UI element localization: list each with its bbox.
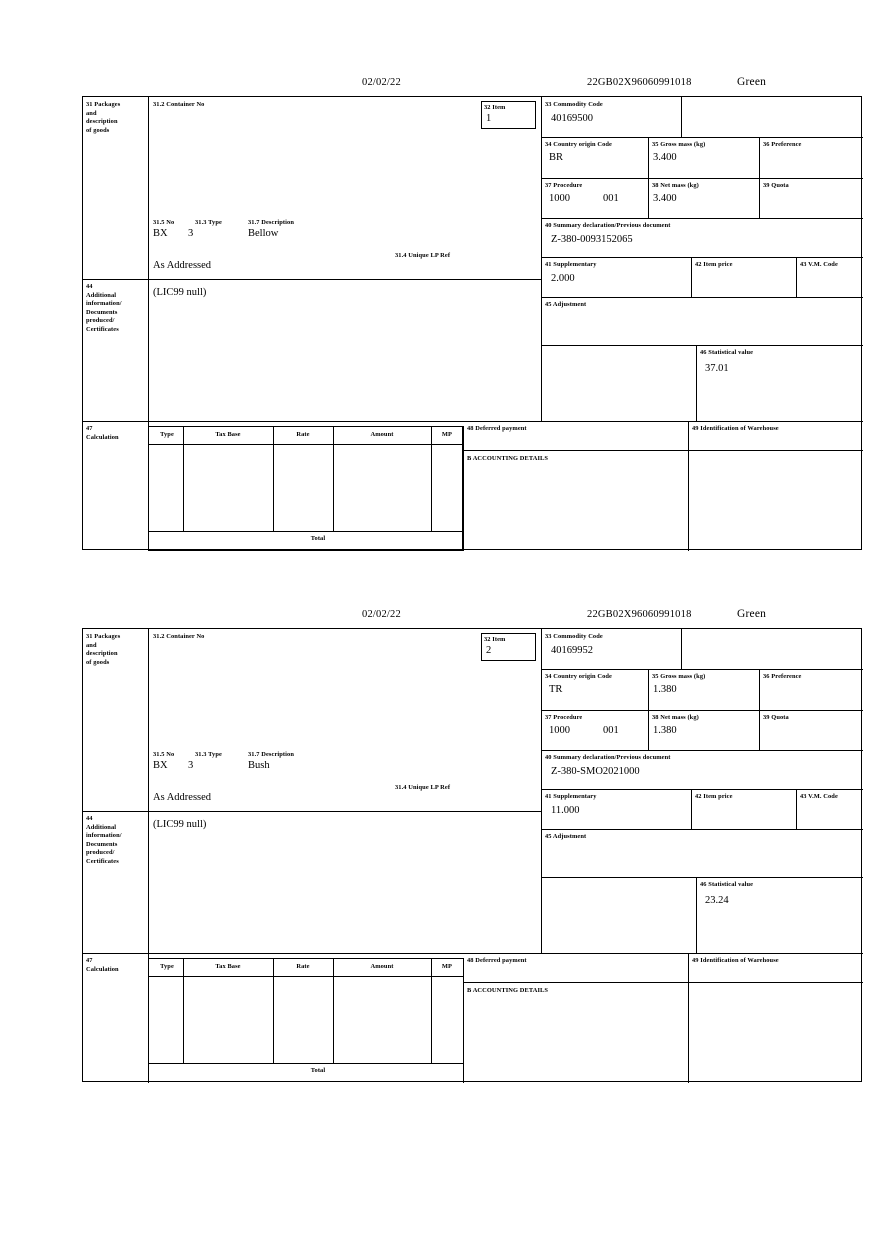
field-38-label-2: 38 Net mass (kg) <box>652 714 699 721</box>
mrn-number-2: 22GB02X96060991018 <box>587 609 692 620</box>
marks-number-value: As Addressed <box>153 260 212 271</box>
item-number-value: 1 <box>486 112 492 124</box>
field-38-label: 38 Net mass (kg) <box>652 182 699 189</box>
field-33-label-2: 33 Commodity Code <box>545 633 603 640</box>
field-44-label: 44 Additional information/ Documents produced/ Certificates <box>86 283 122 333</box>
field-35-label-2: 35 Gross mass (kg) <box>652 673 706 680</box>
lane-status-2: Green <box>737 608 767 620</box>
field-37-label: 37 Procedure <box>545 182 583 189</box>
col-amount-header: Amount <box>370 431 394 438</box>
field-39-label: 39 Quota <box>763 182 789 189</box>
field-31-2-label: 31.2 Container No <box>153 101 205 108</box>
field-47-label-2: 47 Calculation <box>86 957 119 973</box>
col-mp-header-2: MP <box>441 963 453 970</box>
col-type-header-2: Type <box>160 963 174 970</box>
supplementary-value-2: 11.000 <box>551 805 580 816</box>
col-amount-header-2: Amount <box>370 963 394 970</box>
total-label: Total <box>310 535 326 542</box>
country-origin-value-2: TR <box>549 684 563 695</box>
field-31-label: 31 Packages and description of goods <box>86 101 121 134</box>
field-48-label: 48 Deferred payment <box>467 425 527 432</box>
field-46-label-2: 46 Statistical value <box>700 881 754 888</box>
additional-info-value-2: (LIC99 null) <box>153 819 207 830</box>
field-32-item-box-2 <box>481 633 536 661</box>
procedure-value-2: 001 <box>603 193 619 204</box>
field-40-label-2: 40 Summary declaration/Previous document <box>545 754 671 761</box>
field-39-label-2: 39 Quota <box>763 714 789 721</box>
procedure-value-1: 1000 <box>549 193 570 204</box>
field-34-label: 34 Country origin Code <box>545 141 612 148</box>
col-rate-header: Rate <box>296 431 310 438</box>
field-41-label-2: 41 Supplementary <box>545 793 597 800</box>
procedure-value-2-2: 001 <box>603 725 619 736</box>
col-type-header: Type <box>160 431 174 438</box>
field-44-label-2: 44 Additional information/ Documents produced/ Certificates <box>86 815 122 865</box>
field-49-label: 49 Identification of Warehouse <box>692 425 779 432</box>
field-43-label: 43 V.M. Code <box>800 261 838 268</box>
field-31-5-label: 31.5 No <box>153 219 175 226</box>
summary-declaration-value: Z-380-0093152065 <box>551 234 633 245</box>
section-b-label: B ACCOUNTING DETAILS <box>467 455 549 462</box>
field-45-label: 45 Adjustment <box>545 301 587 308</box>
field-33-label: 33 Commodity Code <box>545 101 603 108</box>
packages-no-value-2: BX <box>153 760 168 771</box>
field-45-label-2: 45 Adjustment <box>545 833 587 840</box>
field-32-label-2: 32 Item <box>484 636 506 643</box>
field-31-4-label-2: 31.4 Unique LP Ref <box>395 784 451 791</box>
field-42-label: 42 Item price <box>695 261 733 268</box>
item-number-value-2: 2 <box>486 644 492 656</box>
statistical-value-value: 37.01 <box>705 363 729 374</box>
section-b-label-2: B ACCOUNTING DETAILS <box>467 987 549 994</box>
form-header <box>82 78 862 94</box>
statistical-value-value-2: 23.24 <box>705 895 729 906</box>
declaration-form-item-1 <box>82 78 862 550</box>
field-31-3-label-2: 31.3 Type <box>195 751 222 758</box>
field-36-label-2: 36 Preference <box>763 673 802 680</box>
lane-status: Green <box>737 76 767 88</box>
col-tax-base-header: Tax Base <box>215 431 241 438</box>
col-mp-header: MP <box>441 431 453 438</box>
field-49-label-2: 49 Identification of Warehouse <box>692 957 779 964</box>
field-31-4-label: 31.4 Unique LP Ref <box>395 252 451 259</box>
field-31-label-2: 31 Packages and description of goods <box>86 633 121 666</box>
packages-type-value-2: 3 <box>188 760 194 771</box>
procedure-value-1-2: 1000 <box>549 725 570 736</box>
mrn-number: 22GB02X96060991018 <box>587 77 692 88</box>
form-grid-2 <box>82 628 862 1082</box>
field-31-5-label-2: 31.5 No <box>153 751 175 758</box>
field-31-7-label: 31.7 Description <box>248 219 294 226</box>
supplementary-value: 2.000 <box>551 273 575 284</box>
commodity-code-value: 40169500 <box>551 113 593 124</box>
field-31-7-label-2: 31.7 Description <box>248 751 294 758</box>
field-31-3-label: 31.3 Type <box>195 219 222 226</box>
field-34-label-2: 34 Country origin Code <box>545 673 612 680</box>
packages-type-value: 3 <box>188 228 194 239</box>
field-32-item-box <box>481 101 536 129</box>
declaration-date: 02/02/22 <box>362 77 401 88</box>
col-rate-header-2: Rate <box>296 963 310 970</box>
field-35-label: 35 Gross mass (kg) <box>652 141 706 148</box>
packages-description-value-2: Bush <box>248 760 270 771</box>
summary-declaration-value-2: Z-380-SMO2021000 <box>551 766 640 777</box>
packages-description-value: Bellow <box>248 228 279 239</box>
total-label-2: Total <box>310 1067 326 1074</box>
field-32-label: 32 Item <box>484 104 506 111</box>
field-31-2-label-2: 31.2 Container No <box>153 633 205 640</box>
net-mass-value: 3.400 <box>653 193 677 204</box>
declaration-form-item-2 <box>82 610 862 1082</box>
packages-no-value: BX <box>153 228 168 239</box>
marks-number-value-2: As Addressed <box>153 792 212 803</box>
net-mass-value-2: 1.380 <box>653 725 677 736</box>
gross-mass-value-2: 1.380 <box>653 684 677 695</box>
commodity-code-value-2: 40169952 <box>551 645 593 656</box>
field-37-label-2: 37 Procedure <box>545 714 583 721</box>
field-47-label: 47 Calculation <box>86 425 119 441</box>
declaration-date-2: 02/02/22 <box>362 609 401 620</box>
additional-info-value: (LIC99 null) <box>153 287 207 298</box>
col-tax-base-header-2: Tax Base <box>215 963 241 970</box>
form-header-2 <box>82 610 862 626</box>
form-grid <box>82 96 862 550</box>
field-46-label: 46 Statistical value <box>700 349 754 356</box>
gross-mass-value: 3.400 <box>653 152 677 163</box>
field-48-label-2: 48 Deferred payment <box>467 957 527 964</box>
field-41-label: 41 Supplementary <box>545 261 597 268</box>
field-43-label-2: 43 V.M. Code <box>800 793 838 800</box>
field-42-label-2: 42 Item price <box>695 793 733 800</box>
field-36-label: 36 Preference <box>763 141 802 148</box>
country-origin-value: BR <box>549 152 564 163</box>
field-40-label: 40 Summary declaration/Previous document <box>545 222 671 229</box>
